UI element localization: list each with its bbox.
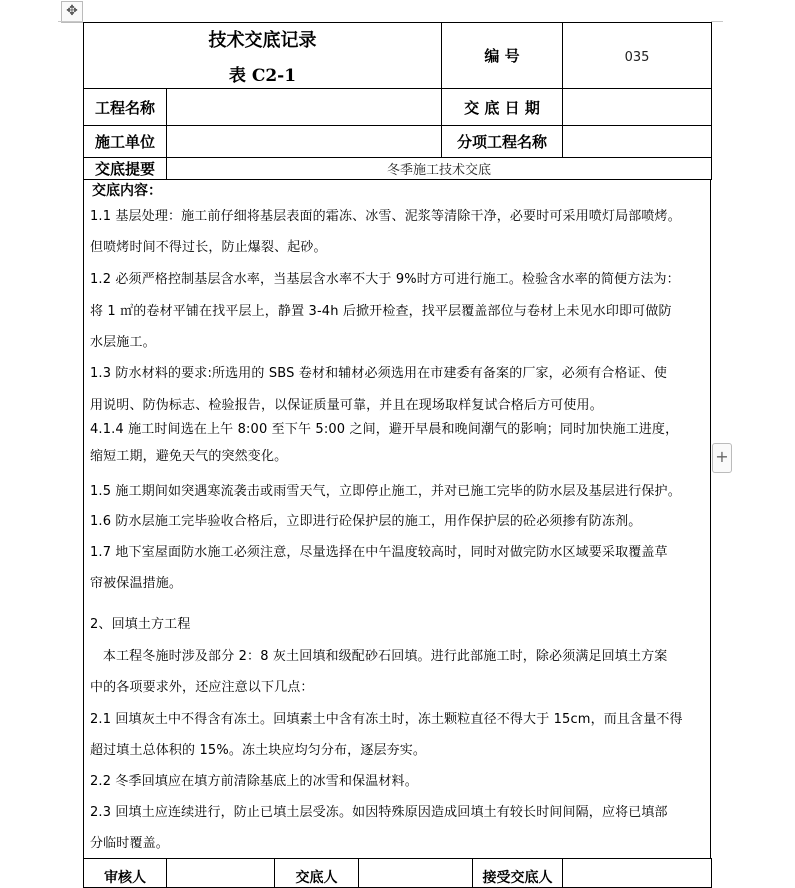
title-cell (84, 23, 442, 89)
content-line: 但喷烤时间不得过长，防止爆裂、起砂。 (90, 240, 327, 255)
add-column-handle[interactable]: + (712, 443, 732, 473)
project-name-label-cell (84, 89, 167, 126)
sub-project-field[interactable] (563, 126, 712, 158)
number-value-cell[interactable] (563, 23, 712, 89)
discloser-label: 交底人 (295, 870, 338, 886)
form-code: 表 C2-1 (228, 65, 297, 86)
construction-unit-label: 施工单位 (94, 133, 155, 151)
summary-label: 交底提要 (94, 160, 155, 178)
discloser-field[interactable] (359, 859, 473, 888)
content-line: 中的各项要求外，还应注意以下几点： (90, 680, 314, 695)
sub-project-label: 分项工程名称 (456, 133, 547, 151)
signature-table (83, 858, 712, 888)
disclosure-date-field[interactable] (563, 89, 712, 126)
construction-unit-label-cell (84, 126, 167, 158)
summary-label-cell (84, 158, 167, 180)
receiver-label-cell (473, 859, 563, 888)
content-heading: 交底内容： (92, 183, 162, 199)
discloser-label-cell (275, 859, 359, 888)
content-line: 4.1.4 施工时间选在上午 8:00 至下午 5:00 之间，避开早晨和晚间潮气的影响；同时加快施工进度， (90, 422, 679, 437)
receiver-label: 接受交底人 (482, 870, 553, 886)
number-value: 035 (624, 50, 650, 65)
reviewer-label: 审核人 (104, 870, 146, 886)
content-line: 1.5 施工期间如突遇寒流袭击或雨雪天气，立即停止施工，并对已施工完毕的防水层及基层进行保护。 (90, 484, 681, 499)
reviewer-field[interactable] (167, 859, 275, 888)
header-table (83, 22, 712, 180)
form-title: 技术交底记录 (208, 29, 317, 51)
content-line: 1.7 地下室屋面防水施工必须注意，尽量选择在中午温度较高时，同时对做完防水区域要采取覆盖草 (90, 545, 668, 560)
content-line: 2.2 冬季回填应在填方前清除基底上的冰雪和保温材料。 (90, 774, 418, 789)
content-line: 分临时覆盖。 (90, 836, 169, 851)
content-line: 帘被保温措施。 (90, 576, 183, 591)
content-line: 1.1 基层处理：施工前仔细将基层表面的霜冻、冰雪、泥浆等清除干净，必要时可采用喷灯局部喷烤。 (90, 209, 681, 224)
content-line: 将 1 ㎡的卷材平铺在找平层上，静置 3-4h 后掀开检查，找平层覆盖部位与卷材上未见水印即可做防 (90, 304, 672, 319)
section-heading: 2、回填土方工程 (90, 617, 191, 632)
content-line: 1.3 防水材料的要求:所选用的 SBS 卷材和辅材必须选用在市建委有备案的厂家，必须有合格证、使 (90, 366, 667, 381)
receiver-field[interactable] (563, 859, 712, 888)
summary-value: 冬季施工技术交底 (386, 163, 491, 178)
construction-unit-field[interactable] (167, 126, 442, 158)
number-label-cell (442, 23, 563, 89)
project-name-label: 工程名称 (94, 98, 155, 117)
record-form (83, 22, 711, 180)
content-line: 用说明、防伪标志、检验报告，以保证质量可靠，并且在现场取样复试合格后方可使用。 (90, 398, 603, 413)
disclosure-date-label: 交 底 日 期 (464, 98, 540, 117)
number-label: 编 号 (484, 47, 520, 65)
content-line: 本工程冬施时涉及部分 2：8 灰土回填和级配砂石回填。进行此部施工时，除必须满足回填土方案 (90, 649, 668, 664)
crop-mark-right (711, 21, 723, 22)
content-line: 超过填土总体积的 15%。冻土块应均匀分布，逐层夯实。 (90, 743, 427, 758)
table-move-handle[interactable]: ✥ (61, 1, 83, 23)
content-line: 水层施工。 (90, 335, 156, 350)
crop-mark-left (58, 21, 83, 22)
content-line: 2.1 回填灰土中不得含有冻土。回填素土中含有冻土时，冻土颗粒直径不得大于 15cm，而且含量不得 (90, 712, 683, 727)
sub-project-label-cell (442, 126, 563, 158)
content-line: 1.6 防水层施工完毕验收合格后，立即进行砼保护层的施工，用作保护层的砼必须掺有防冻剂。 (90, 514, 642, 529)
disclosure-content[interactable] (83, 179, 711, 859)
summary-field[interactable] (167, 158, 712, 180)
project-name-field[interactable] (167, 89, 442, 126)
signature-row (83, 858, 711, 888)
disclosure-date-label-cell (442, 89, 563, 126)
reviewer-label-cell (84, 859, 167, 888)
content-line: 1.2 必须严格控制基层含水率，当基层含水率不大于 9%时方可进行施工。检验含水率的简便方法为： (90, 272, 680, 287)
content-line: 2.3 回填土应连续进行，防止已填土层受冻。如因特殊原因造成回填土有较长时间间隔，应将已填部 (90, 805, 668, 820)
content-line: 缩短工期，避免天气的突然变化。 (90, 449, 288, 464)
